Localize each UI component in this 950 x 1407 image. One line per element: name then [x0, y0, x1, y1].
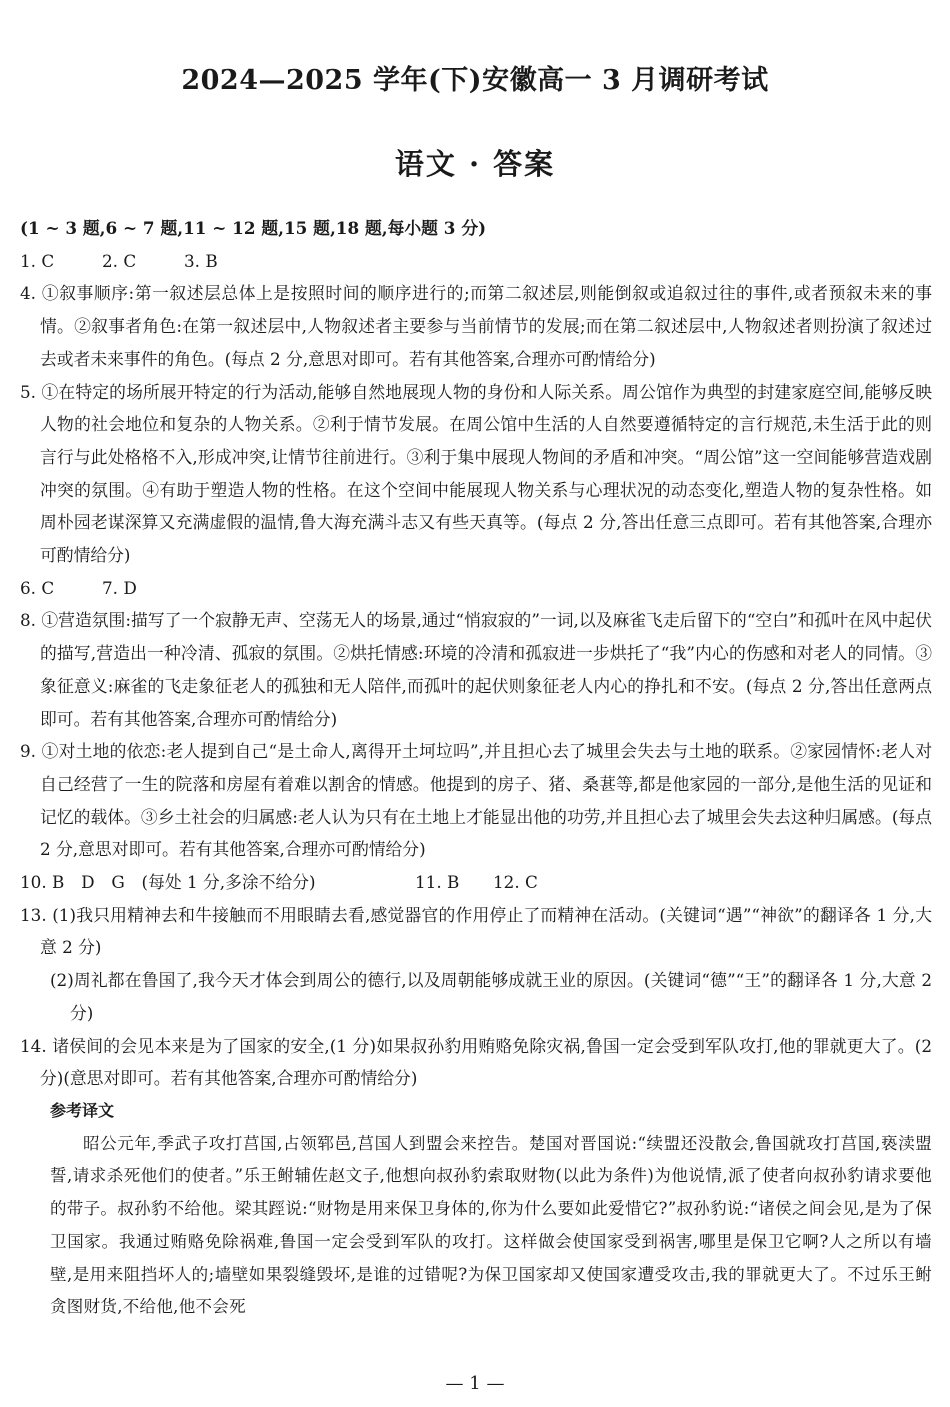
scoring-note: (1 ~ 3 题,6 ~ 7 题,11 ~ 12 题,15 题,18 题,每小题 3 分)	[20, 218, 487, 238]
answer-12: 12. C	[493, 872, 538, 893]
answer-4: 4. ①叙事顺序:第一叙述层总体上是按照时间的顺序进行的;而第二叙述层,则能倒叙或追叙过往的事件,或者预叙未来的事情。②叙事者角色:在第一叙述层中,人物叙述者主要参与当前情节的发展;而在第二叙述层中,人物叙述者则扮演了叙述过去或者未来事件的角色。(每点 2 分,意思对即可。若有其他答案,合理亦可酌情给分)	[20, 283, 932, 369]
answer-2: 2. C	[102, 250, 137, 271]
page-title: 2024—2025 学年(下)安徽高一 3 月调研考试	[181, 65, 769, 96]
answer-13-part-1: 13. (1)我只用精神去和牛接触而不用眼睛去看,感觉器官的作用停止了而精神在活动。(关键词“遇”“神欲”的翻译各 1 分,大意 2 分)	[20, 904, 932, 958]
answer-8: 8. ①营造氛围:描写了一个寂静无声、空荡无人的场景,通过“悄寂寂的”一词,以及麻雀飞走后留下的“空白”和孤叶在风中起伏的描写,营造出一种冷清、孤寂的氛围。②烘托情感:环境的冷清和孤寂进一步烘托了“我”内心的伤感和对老人的同情。③象征意义:麻雀的飞走象征老人的孤独和无人陪伴,而孤叶的起伏则象征老人内心的挣扎和不安。(每点 2 分,答出任意两点即可。若有其他答案,合理亦可酌情给分)	[20, 610, 932, 729]
answer-7: 7. D	[102, 577, 137, 598]
answer-10: 10. B D G (每处 1 分,多涂不给分)	[20, 872, 316, 893]
answer-row-1-3	[20, 245, 932, 278]
reference-translation-title: 参考译文	[50, 1100, 115, 1120]
answer-14: 14. 诸侯间的会见本来是为了国家的安全,(1 分)如果叔孙豹用贿赂免除灾祸,鲁国一定会受到军队攻打,他的罪就更大了。(2 分)(意思对即可。若有其他答案,合理亦可酌情给分)	[20, 1035, 932, 1089]
answer-5: 5. ①在特定的场所展开特定的行为活动,能够自然地展现人物的身份和人际关系。周公馆作为典型的封建家庭空间,能够反映人物的社会地位和复杂的人物关系。②利于情节发展。在周公馆中生活的人自然要遵循特定的言行规范,未生活于此的则言行与此处格格不入,形成冲突,让情节往前进行。③利于集中展现人物间的矛盾和冲突。“周公馆”这一空间能够营造戏剧冲突的氛围。④有助于塑造人物的性格。在这个空间中能展现人物关系与心理状况的动态变化,塑造人物的复杂性格。如周朴园老谋深算又充满虚假的温情,鲁大海充满斗志又有些天真等。(每点 2 分,答出任意三点即可。若有其他答案,合理亦可酌情给分)	[20, 381, 932, 566]
answer-3: 3. B	[184, 250, 218, 271]
answer-9: 9. ①对土地的依恋:老人提到自己“是土命人,离得开土坷垃吗”,并且担心去了城里会失去与土地的联系。②家园情怀:老人对自己经营了一生的院落和房屋有着难以割舍的情感。他提到的房子、猪、桑葚等,都是他家园的一部分,是他生活的见证和记忆的载体。③乡土社会的归属感:老人认为只有在土地上才能显出他的功劳,并且担心去了城里会失去这种归属感。(每点 2 分,意思对即可。若有其他答案,合理亦可酌情给分)	[20, 741, 932, 860]
answer-13-part-2: (2)周礼都在鲁国了,我今天才体会到周公的德行,以及周朝能够成就王业的原因。(关键词“德”“王”的翻译各 1 分,大意 2 分)	[50, 970, 932, 1023]
reference-translation-text: 昭公元年,季武子攻打莒国,占领郓邑,莒国人到盟会来控告。楚国对晋国说:“续盟还没散会,鲁国就攻打莒国,亵渎盟誓,请求杀死他们的使者。”乐王鲋辅佐赵文子,他想向叔孙豹索取财物(以此为条件)为他说情,派了使者向叔孙豹请求要他的带子。叔孙豹不给他。梁其踁说:“财物是用来保卫身体的,你为什么要如此爱惜它?”叔孙豹说:“诸侯之间会见,是为了保卫国家。我通过贿赂免除祸难,鲁国一定会受到军队的攻打。这样做会使国家受到祸害,哪里是保卫它啊?人之所以有墙壁,是用来阻挡坏人的;墙壁如果裂缝毁坏,是谁的过错呢?为保卫国家却又使国家遭受攻击,我的罪就更大了。不过乐王鲋贪图财货,不给他,他不会死	[50, 1133, 932, 1317]
page-number: — 1 —	[445, 1373, 505, 1394]
answer-row-6-7	[20, 572, 932, 605]
subject-title: 语文 · 答案	[394, 147, 556, 181]
answer-body	[20, 212, 932, 1324]
answer-1: 1. C	[20, 250, 55, 271]
answer-6: 6. C	[20, 577, 55, 598]
answer-11: 11. B	[415, 872, 460, 893]
answer-row-10-12	[20, 866, 932, 899]
